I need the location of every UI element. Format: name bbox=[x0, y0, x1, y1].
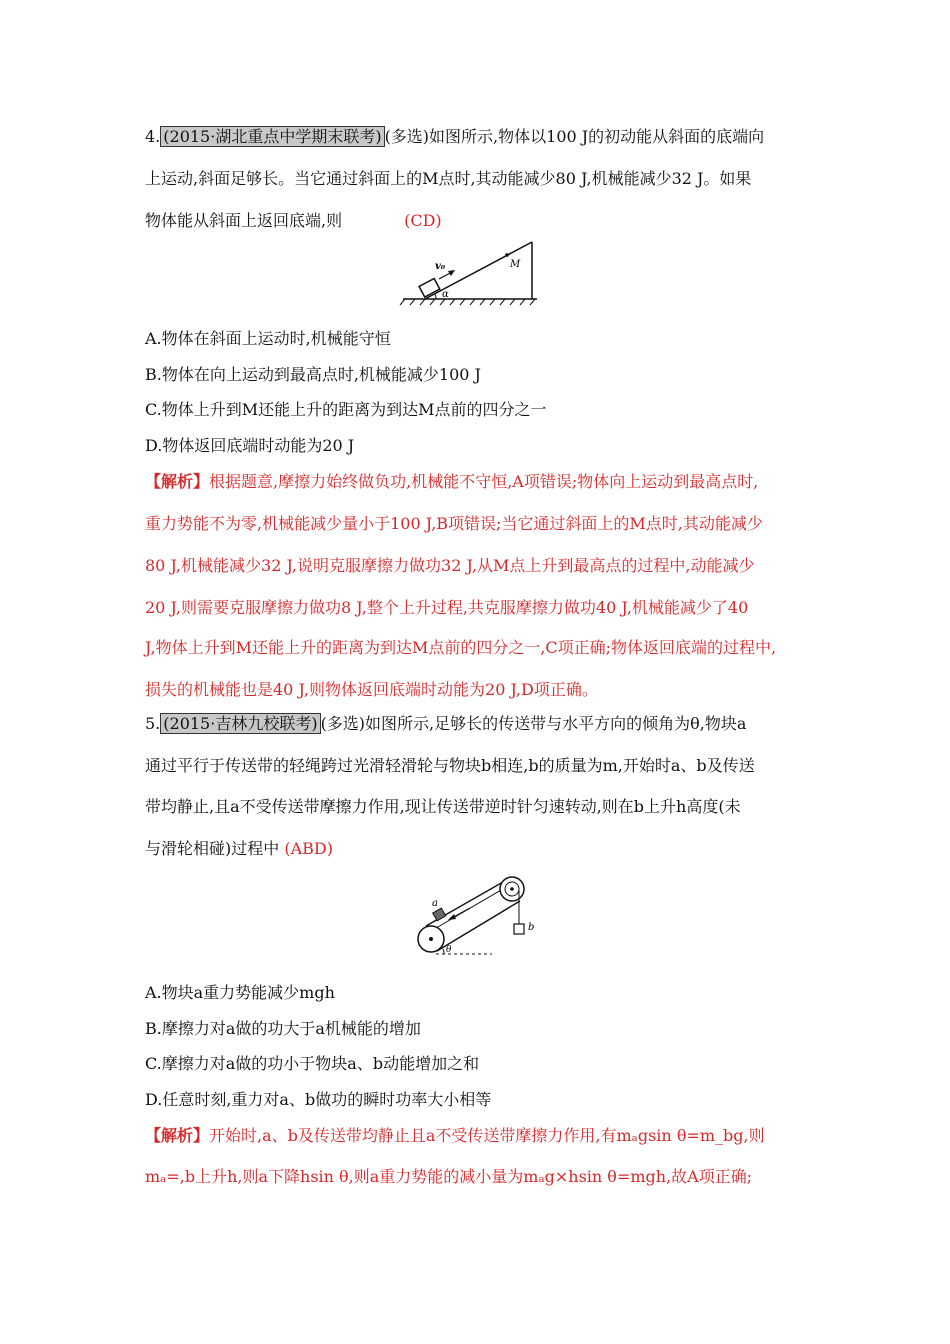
q4-analysis-label: 【解析】 bbox=[145, 472, 210, 491]
block-b bbox=[514, 924, 524, 934]
q5-source-tag: (2015·吉林九校联考) bbox=[160, 713, 320, 734]
q4-option-c: C.物体上升到M还能上升的距离为到达M点前的四分之一 bbox=[145, 400, 547, 419]
conveyor-figure bbox=[408, 866, 548, 960]
incline-figure bbox=[395, 238, 540, 306]
q4-analysis-line2: 重力势能不为零,机械能减少量小于100 J,B项错误;当它通过斜面上的M点时,其动能减少 bbox=[145, 514, 763, 533]
q4-analysis-text1: 根据题意,摩擦力始终做负功,机械能不守恒,A项错误;物体向上运动到最高点时, bbox=[209, 472, 759, 491]
theta-arc bbox=[443, 949, 444, 954]
q5-analysis-text1: 开始时,a、b及传送带均静止且a不受传送带摩擦力作用,有mₐgsin θ=m_bg,则 bbox=[209, 1126, 765, 1145]
q4-stem-line2: 上运动,斜面足够长。当它通过斜面上的M点时,其动能减少80 J,机械能减少32 J。如果 bbox=[145, 169, 752, 188]
q4-analysis-line5: J,物体上升到M还能上升的距离为到达M点前的四分之一,C项正确;物体返回底端的过程中, bbox=[145, 638, 777, 657]
q4-stem-text3: 物体能从斜面上返回底端,则 bbox=[145, 211, 343, 230]
q5-option-c: C.摩擦力对a做的功小于物块a、b动能增加之和 bbox=[145, 1054, 480, 1073]
q4-analysis-line1 bbox=[145, 472, 758, 492]
q5-answer: (ABD) bbox=[284, 839, 333, 858]
q5-analysis-line1 bbox=[145, 1126, 765, 1146]
block-a bbox=[433, 908, 446, 921]
q4-source-tag: (2015·湖北重点中学期末联考) bbox=[160, 126, 384, 147]
pulley-axle bbox=[510, 887, 514, 891]
q5-analysis-line2: mₐ=,b上升h,则a下降hsin θ,则a重力势能的减小量为mₐg×hsin θ=mgh,故A项正确; bbox=[145, 1167, 753, 1186]
q5-analysis-label: 【解析】 bbox=[145, 1126, 210, 1145]
q4-analysis-line4: 20 J,则需要克服摩擦力做功8 J,整个上升过程,共克服摩擦力做功40 J,机械能减少了40 bbox=[145, 598, 749, 617]
q4-answer: (CD) bbox=[404, 211, 442, 230]
q5-number: 5. bbox=[145, 714, 161, 733]
block bbox=[419, 278, 440, 297]
q5-option-b: B.摩擦力对a做的功大于a机械能的增加 bbox=[145, 1019, 421, 1038]
q5-stem-line4 bbox=[145, 839, 333, 859]
q4-option-b: B.物体在向上运动到最高点时,机械能减少100 J bbox=[145, 365, 481, 384]
q5-option-a: A.物块a重力势能减少mgh bbox=[145, 983, 335, 1002]
q4-option-d: D.物体返回底端时动能为20 J bbox=[145, 436, 355, 455]
q5-stem-line1 bbox=[145, 714, 746, 734]
alpha-label: α bbox=[442, 289, 449, 300]
M-label: M bbox=[510, 259, 521, 270]
ground-hatching bbox=[400, 299, 535, 305]
q5-stem-line3: 带均静止,且a不受传送带摩擦力作用,现让传送带逆时针匀速转动,则在b上升h高度(未 bbox=[145, 797, 741, 816]
q4-analysis-line6: 损失的机械能也是40 J,则物体返回底端时动能为20 J,D项正确。 bbox=[145, 680, 598, 699]
q4-stem-line1 bbox=[145, 127, 764, 147]
q5-stem-line2: 通过平行于传送带的轻绳跨过光滑轻滑轮与物块b相连,b的质量为m,开始时a、b及传送 bbox=[145, 756, 755, 775]
b-label: b bbox=[528, 922, 535, 933]
q4-number: 4. bbox=[145, 127, 161, 146]
a-label: a bbox=[432, 898, 438, 909]
q4-stem-text1: (多选)如图所示,物体以100 J的初动能从斜面的底端向 bbox=[384, 127, 765, 146]
belt-bottom bbox=[437, 901, 520, 951]
bottom-roller-axle bbox=[429, 937, 433, 941]
q5-option-d: D.任意时刻,重力对a、b做功的瞬时功率大小相等 bbox=[145, 1090, 492, 1109]
q5-stem-text1: (多选)如图所示,足够长的传送带与水平方向的倾角为θ,物块a bbox=[320, 714, 747, 733]
q4-stem-line3 bbox=[145, 211, 442, 231]
q4-analysis-line3: 80 J,机械能减少32 J,说明克服摩擦力做功32 J,从M点上升到最高点的过程中,动能减少 bbox=[145, 556, 755, 575]
point-M bbox=[505, 253, 509, 257]
q4-option-a: A.物体在斜面上运动时,机械能守恒 bbox=[145, 329, 391, 348]
q5-stem-text4: 与滑轮相碰)过程中 bbox=[145, 839, 285, 858]
v0-label: v₀ bbox=[435, 261, 446, 272]
theta-label: θ bbox=[446, 945, 452, 955]
motion-arrowhead bbox=[448, 914, 456, 920]
